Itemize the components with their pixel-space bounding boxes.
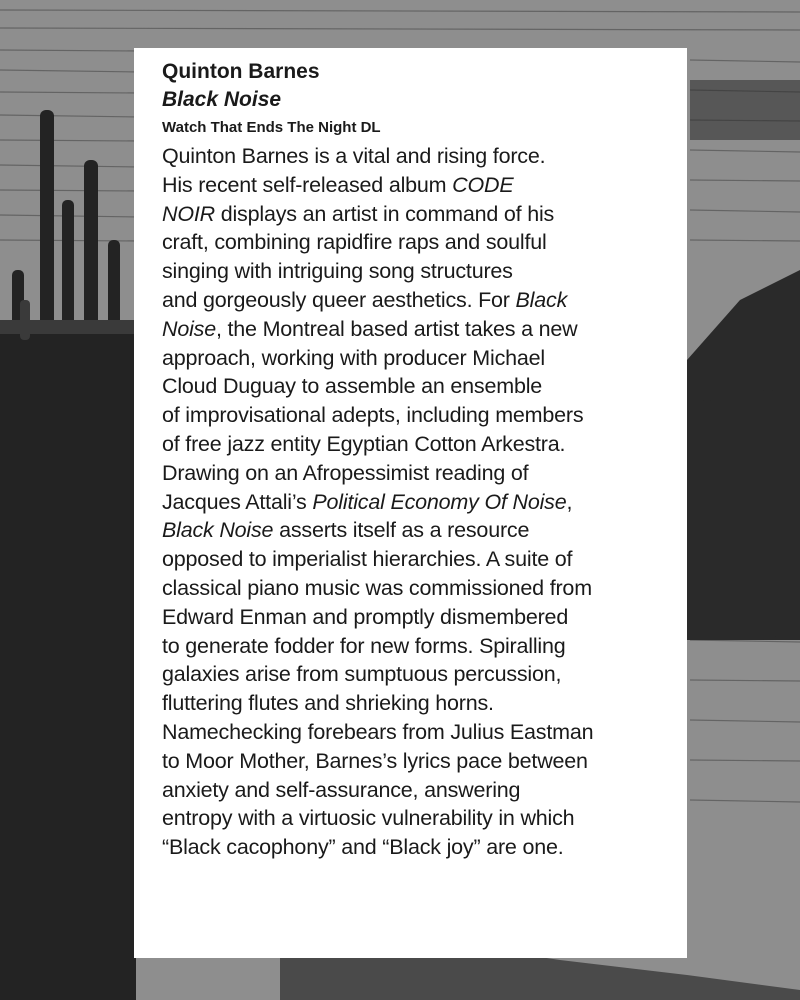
review-text: singing with intriguing song structures bbox=[162, 259, 513, 284]
review-text-line bbox=[162, 228, 673, 257]
review-text-line bbox=[162, 315, 673, 344]
review-text: classical piano music was commissioned from bbox=[162, 575, 592, 600]
italic-title-text: NOIR bbox=[162, 201, 215, 226]
review-text-line bbox=[162, 574, 673, 603]
italic-title-text: CODE bbox=[452, 172, 514, 197]
review-text-line bbox=[162, 718, 673, 747]
review-text-line bbox=[162, 142, 673, 171]
review-text: asserts itself as a resource bbox=[273, 518, 530, 543]
italic-title-text: Black bbox=[515, 287, 568, 312]
review-text: approach, working with producer Michael bbox=[162, 345, 545, 370]
review-text: Cloud Duguay to assemble an ensemble bbox=[162, 374, 543, 399]
review-text-line bbox=[162, 632, 673, 661]
review-text: of improvisational adepts, including members bbox=[162, 403, 584, 428]
review-text: displays an artist in command of his bbox=[214, 201, 555, 226]
review-text-line bbox=[162, 516, 673, 545]
review-text-line bbox=[162, 833, 673, 862]
review-text: Drawing on an Afropessimist reading of bbox=[162, 460, 529, 485]
review-text-line bbox=[162, 257, 673, 286]
review-text: Jacques Attali’s bbox=[162, 489, 313, 514]
review-card bbox=[134, 48, 687, 958]
review-text: Edward Enman and promptly dismembered bbox=[162, 604, 569, 629]
review-text: and gorgeously queer aesthetics. For bbox=[162, 287, 516, 312]
review-text-line bbox=[162, 430, 673, 459]
review-text: anxiety and self-assurance, answering bbox=[162, 777, 521, 802]
review-text: His recent self-released album bbox=[162, 172, 453, 197]
review-text-line bbox=[162, 660, 673, 689]
italic-title-text: Black Noise bbox=[162, 518, 274, 543]
review-text-line bbox=[162, 401, 673, 430]
review-text: fluttering flutes and shrieking horns. bbox=[162, 691, 494, 716]
review-text: of free jazz entity Egyptian Cotton Arkestra. bbox=[162, 431, 566, 456]
review-text: , the Montreal based artist takes a new bbox=[215, 316, 578, 341]
review-text-line bbox=[162, 171, 673, 200]
review-text-line bbox=[162, 372, 673, 401]
review-text-line bbox=[162, 545, 673, 574]
italic-title-text: Noise bbox=[162, 316, 216, 341]
review-text-line bbox=[162, 689, 673, 718]
review-text: Namechecking forebears from Julius Eastman bbox=[162, 719, 594, 744]
record-label: Watch That Ends The Night DL bbox=[162, 119, 381, 136]
review-text-line bbox=[162, 776, 673, 805]
review-text-line bbox=[162, 804, 673, 833]
review-text: craft, combining rapidfire raps and soulful bbox=[162, 230, 547, 255]
artist-name: Quinton Barnes bbox=[162, 60, 320, 83]
review-text: Quinton Barnes is a vital and rising force. bbox=[162, 144, 546, 168]
review-body bbox=[162, 142, 673, 862]
review-text-line bbox=[162, 488, 673, 517]
review-text-line bbox=[162, 603, 673, 632]
review-text: , bbox=[566, 489, 573, 514]
italic-title-text: Political Economy Of Noise bbox=[312, 489, 567, 514]
review-text-line bbox=[162, 286, 673, 315]
review-text: “Black cacophony” and “Black joy” are one. bbox=[162, 835, 564, 860]
album-title: Black Noise bbox=[162, 88, 282, 111]
review-text: galaxies arise from sumptuous percussion, bbox=[162, 662, 562, 687]
review-text: opposed to imperialist hierarchies. A suite of bbox=[162, 547, 573, 572]
review-text: entropy with a virtuosic vulnerability in which bbox=[162, 806, 575, 831]
review-text: to Moor Mother, Barnes’s lyrics pace between bbox=[162, 748, 588, 773]
review-text-line bbox=[162, 344, 673, 373]
review-text: to generate fodder for new forms. Spiralling bbox=[162, 633, 566, 658]
review-text-line bbox=[162, 200, 673, 229]
review-text-line bbox=[162, 459, 673, 488]
review-text-line bbox=[162, 747, 673, 776]
